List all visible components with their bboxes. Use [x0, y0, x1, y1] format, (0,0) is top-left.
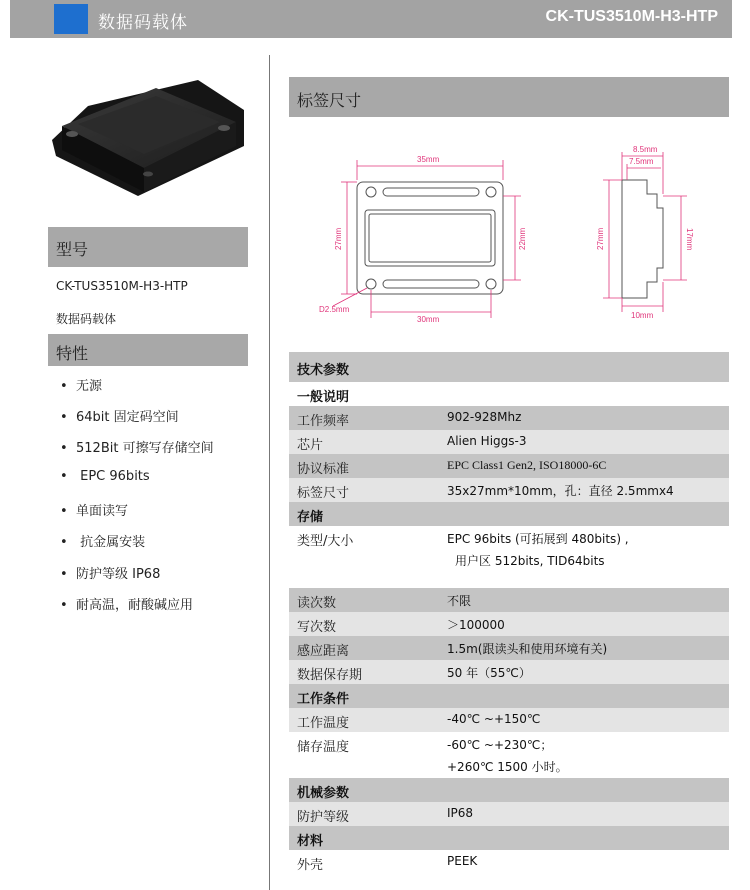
- feature-item: • 耐高温，耐酸碱应用: [60, 598, 194, 613]
- features-section-header: [48, 334, 248, 366]
- feature-item: • 64bit 固定码空间: [60, 410, 179, 425]
- group-storage: 存储: [289, 502, 729, 526]
- column-divider: [269, 55, 270, 890]
- table-row: 协议标准 EPC Class1 Gen2, ISO18000-6C: [289, 454, 729, 478]
- table-row: 芯片 Alien Higgs-3: [289, 430, 729, 454]
- group-work: 工作条件: [289, 684, 729, 708]
- group-material: 材料: [289, 826, 729, 850]
- size-section-header: [289, 77, 729, 117]
- table-row: 读次数 不限: [289, 588, 729, 612]
- group-general: 一般说明: [289, 382, 729, 406]
- feature-item: • 单面读写: [60, 504, 129, 519]
- dim-front-height: 27mm: [334, 227, 343, 250]
- model-section-header: [48, 227, 248, 267]
- table-row: 标签尺寸 35x27mm*10mm，孔：直径 2.5mmx4: [289, 478, 729, 502]
- model-heading: 型号: [56, 240, 89, 259]
- model-name: CK-TUS3510M-H3-HTP: [56, 279, 188, 293]
- product-image: [48, 76, 246, 206]
- table-row: 储存温度 -60℃ ~+230℃； +260℃ 1500 小时。: [289, 732, 729, 778]
- header-accent-square: [54, 4, 88, 34]
- table-row: 数据保存期 50 年（55℃）: [289, 660, 729, 684]
- feature-item: • 无源: [60, 379, 103, 394]
- model-title: CK-TUS3510M-H3-HTP: [545, 8, 718, 25]
- feature-item: • 512Bit 可擦写存储空间: [60, 441, 214, 456]
- dim-inner-height: 22mm: [518, 227, 527, 250]
- dim-hole-pitch: 30mm: [417, 315, 440, 324]
- dim-side-total: 8.5mm: [633, 145, 658, 154]
- table-row: 感应距离 1.5m(跟读头和使用环境有关): [289, 636, 729, 660]
- features-heading: 特性: [56, 344, 89, 363]
- header-bar: [10, 0, 732, 38]
- table-row: 类型/大小 EPC 96bits (可拓展到 480bits) , 用户区 512bits, TID64bits: [289, 526, 729, 588]
- tech-heading-row: [289, 352, 729, 382]
- table-row: 写次数 ＞100000: [289, 612, 729, 636]
- dim-side-inner: 17mm: [685, 228, 694, 251]
- feature-item: • EPC 96bits: [60, 469, 150, 484]
- dim-side-height: 27mm: [596, 227, 605, 250]
- dim-side-base: 10mm: [631, 311, 654, 320]
- feature-item: • 防护等级 IP68: [60, 567, 161, 582]
- dimension-drawing: [289, 130, 729, 340]
- dim-side-part: 7.5mm: [629, 157, 654, 166]
- tech-heading: 技术参数: [297, 363, 350, 378]
- size-heading: 标签尺寸: [297, 91, 362, 110]
- table-row: 工作温度 -40℃ ~+150℃: [289, 708, 729, 732]
- feature-item: • 抗金属安装: [60, 535, 146, 550]
- model-description: 数据码载体: [56, 312, 117, 326]
- dim-front-width: 35mm: [417, 155, 440, 164]
- table-row: 防护等级 IP68: [289, 802, 729, 826]
- table-row: 外壳 PEEK: [289, 850, 729, 874]
- group-mech: 机械参数: [289, 778, 729, 802]
- dim-hole: D2.5mm: [319, 305, 350, 314]
- table-row: 工作频率 902-928Mhz: [289, 406, 729, 430]
- page-title: 数据码载体: [98, 13, 188, 33]
